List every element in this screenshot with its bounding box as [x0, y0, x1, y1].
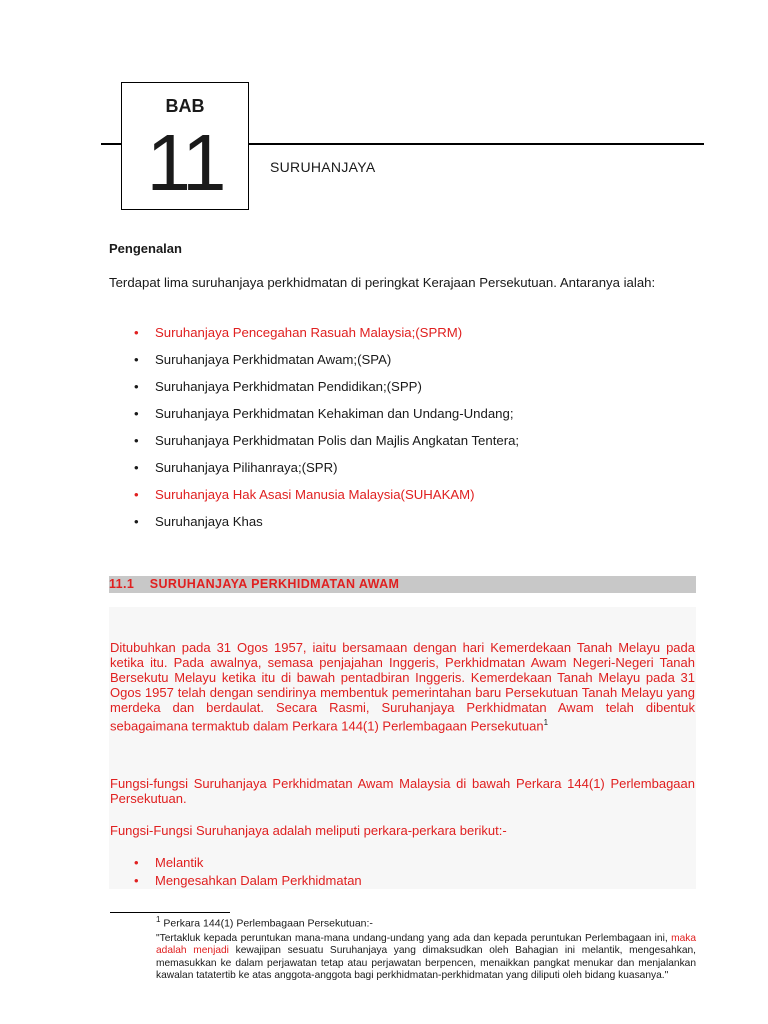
list-item — [134, 854, 362, 872]
section-number: 11.1 — [109, 577, 135, 591]
list-item — [134, 376, 519, 403]
footnote-rule — [110, 912, 230, 913]
functions-list — [134, 854, 362, 890]
list-item-text: Suruhanjaya Perkhidmatan Kehakiman dan Undang-Undang; — [155, 406, 514, 421]
list-item-text: Melantik — [155, 855, 204, 870]
bullet-icon: • — [134, 855, 139, 870]
list-item-text: Suruhanjaya Perkhidmatan Polis dan Majlis Angkatan Tentera; — [155, 433, 520, 448]
list-item-text: Suruhanjaya Khas — [155, 514, 263, 529]
list-item — [134, 872, 362, 890]
bullet-icon: • — [134, 487, 139, 502]
bullet-icon: • — [134, 406, 139, 421]
intro-heading: Pengenalan — [109, 241, 182, 256]
bullet-icon: • — [134, 433, 139, 448]
chapter-title: SURUHANJAYA — [270, 159, 376, 175]
bullet-icon: • — [134, 352, 139, 367]
footnote-heading — [156, 915, 373, 930]
list-item — [134, 457, 519, 484]
section-title: SURUHANJAYA PERKHIDMATAN AWAM — [149, 577, 400, 591]
bullet-icon: • — [134, 873, 139, 888]
list-item — [134, 430, 519, 457]
section-paragraph-2: Fungsi-fungsi Suruhanjaya Perkhidmatan Awam Malaysia di bawah Perkara 144(1) Perlembagaan Persekutuan. — [110, 776, 695, 806]
bullet-icon: • — [134, 325, 139, 340]
list-item-text: Suruhanjaya Perkhidmatan Awam;(SPA) — [155, 352, 392, 367]
list-item-text: Suruhanjaya Hak Asasi Manusia Malaysia(SUHAKAM) — [155, 487, 475, 502]
list-item — [134, 484, 519, 511]
list-item-text: Suruhanjaya Pencegahan Rasuah Malaysia;(SPRM) — [155, 325, 463, 340]
list-item — [134, 403, 519, 430]
footnote-text-part2: kewajipan sesuatu Suruhanjaya yang dimaksudkan oleh Bahagian ini melantik, mengesahkan, memasukkan ke dalam perjawatan tetap atau perjawatan berpencen, menaikkan pangkat menukar dan menjalankan kawalan tatatertib ke atas anggota-anggota bagi perkhidmatan-perkhidmatan yang diliputi oleh bidang kuasanya." — [156, 945, 696, 981]
footnote-text-part1: "Tertakluk kepada peruntukan mana-mana undang-undang yang ada dan kepada peruntukan Perlembagaan ini, — [156, 933, 668, 944]
footnote-reference[interactable]: 1 — [543, 718, 549, 727]
list-item — [134, 511, 519, 538]
footnote-text — [156, 933, 696, 982]
bullet-icon: • — [134, 379, 139, 394]
chapter-box — [121, 82, 249, 210]
commission-list — [134, 322, 519, 538]
section-paragraph-1 — [110, 640, 695, 733]
section-paragraph-3: Fungsi-Fungsi Suruhanjaya adalah meliputi perkara-perkara berikut:- — [110, 823, 507, 838]
footnote-highlight: maka adalah menjadi — [156, 933, 696, 957]
chapter-rule-right — [249, 143, 704, 145]
section-heading — [109, 577, 399, 591]
paragraph-text: Ditubuhkan pada 31 Ogos 1957, iaitu bersamaan dengan hari Kemerdekaan Tanah Melayu pada ketika itu. Pada awalnya, semasa penjajahan Inggeris, Perkhidmatan Awam Negeri-Negeri Tanah Bersekutu Melayu ketika itu di bawah pentadbiran Inggeris. Kemerdekaan Tanah Melayu pada 31 Ogos 1957 telah dengan sendirinya membentuk pemerintahan baru Persekutuan Tanah Melayu yang merdeka dan berdaulat. Secara Rasmi, Suruhanjaya Perkhidmatan Awam telah dibentuk sebagaimana termaktub dalam Perkara 144(1) Perlembagaan Persekutuan — [110, 640, 695, 734]
footnote-heading-text: Perkara 144(1) Perlembagaan Persekutuan:- — [163, 917, 373, 930]
list-item-text: Suruhanjaya Perkhidmatan Pendidikan;(SPP) — [155, 379, 422, 394]
list-item-text: Mengesahkan Dalam Perkhidmatan — [155, 873, 362, 888]
intro-paragraph: Terdapat lima suruhanjaya perkhidmatan di peringkat Kerajaan Persekutuan. Antaranya ialah: — [109, 275, 656, 290]
chapter-number: 11 — [146, 118, 224, 207]
bullet-icon: • — [134, 460, 139, 475]
list-item-text: Suruhanjaya Pilihanraya;(SPR) — [155, 460, 338, 475]
list-item — [134, 322, 519, 349]
chapter-label: BAB — [165, 96, 205, 116]
footnote-number: 1 — [156, 915, 161, 924]
list-item — [134, 349, 519, 376]
chapter-rule-left — [101, 143, 121, 145]
bullet-icon: • — [134, 514, 139, 529]
